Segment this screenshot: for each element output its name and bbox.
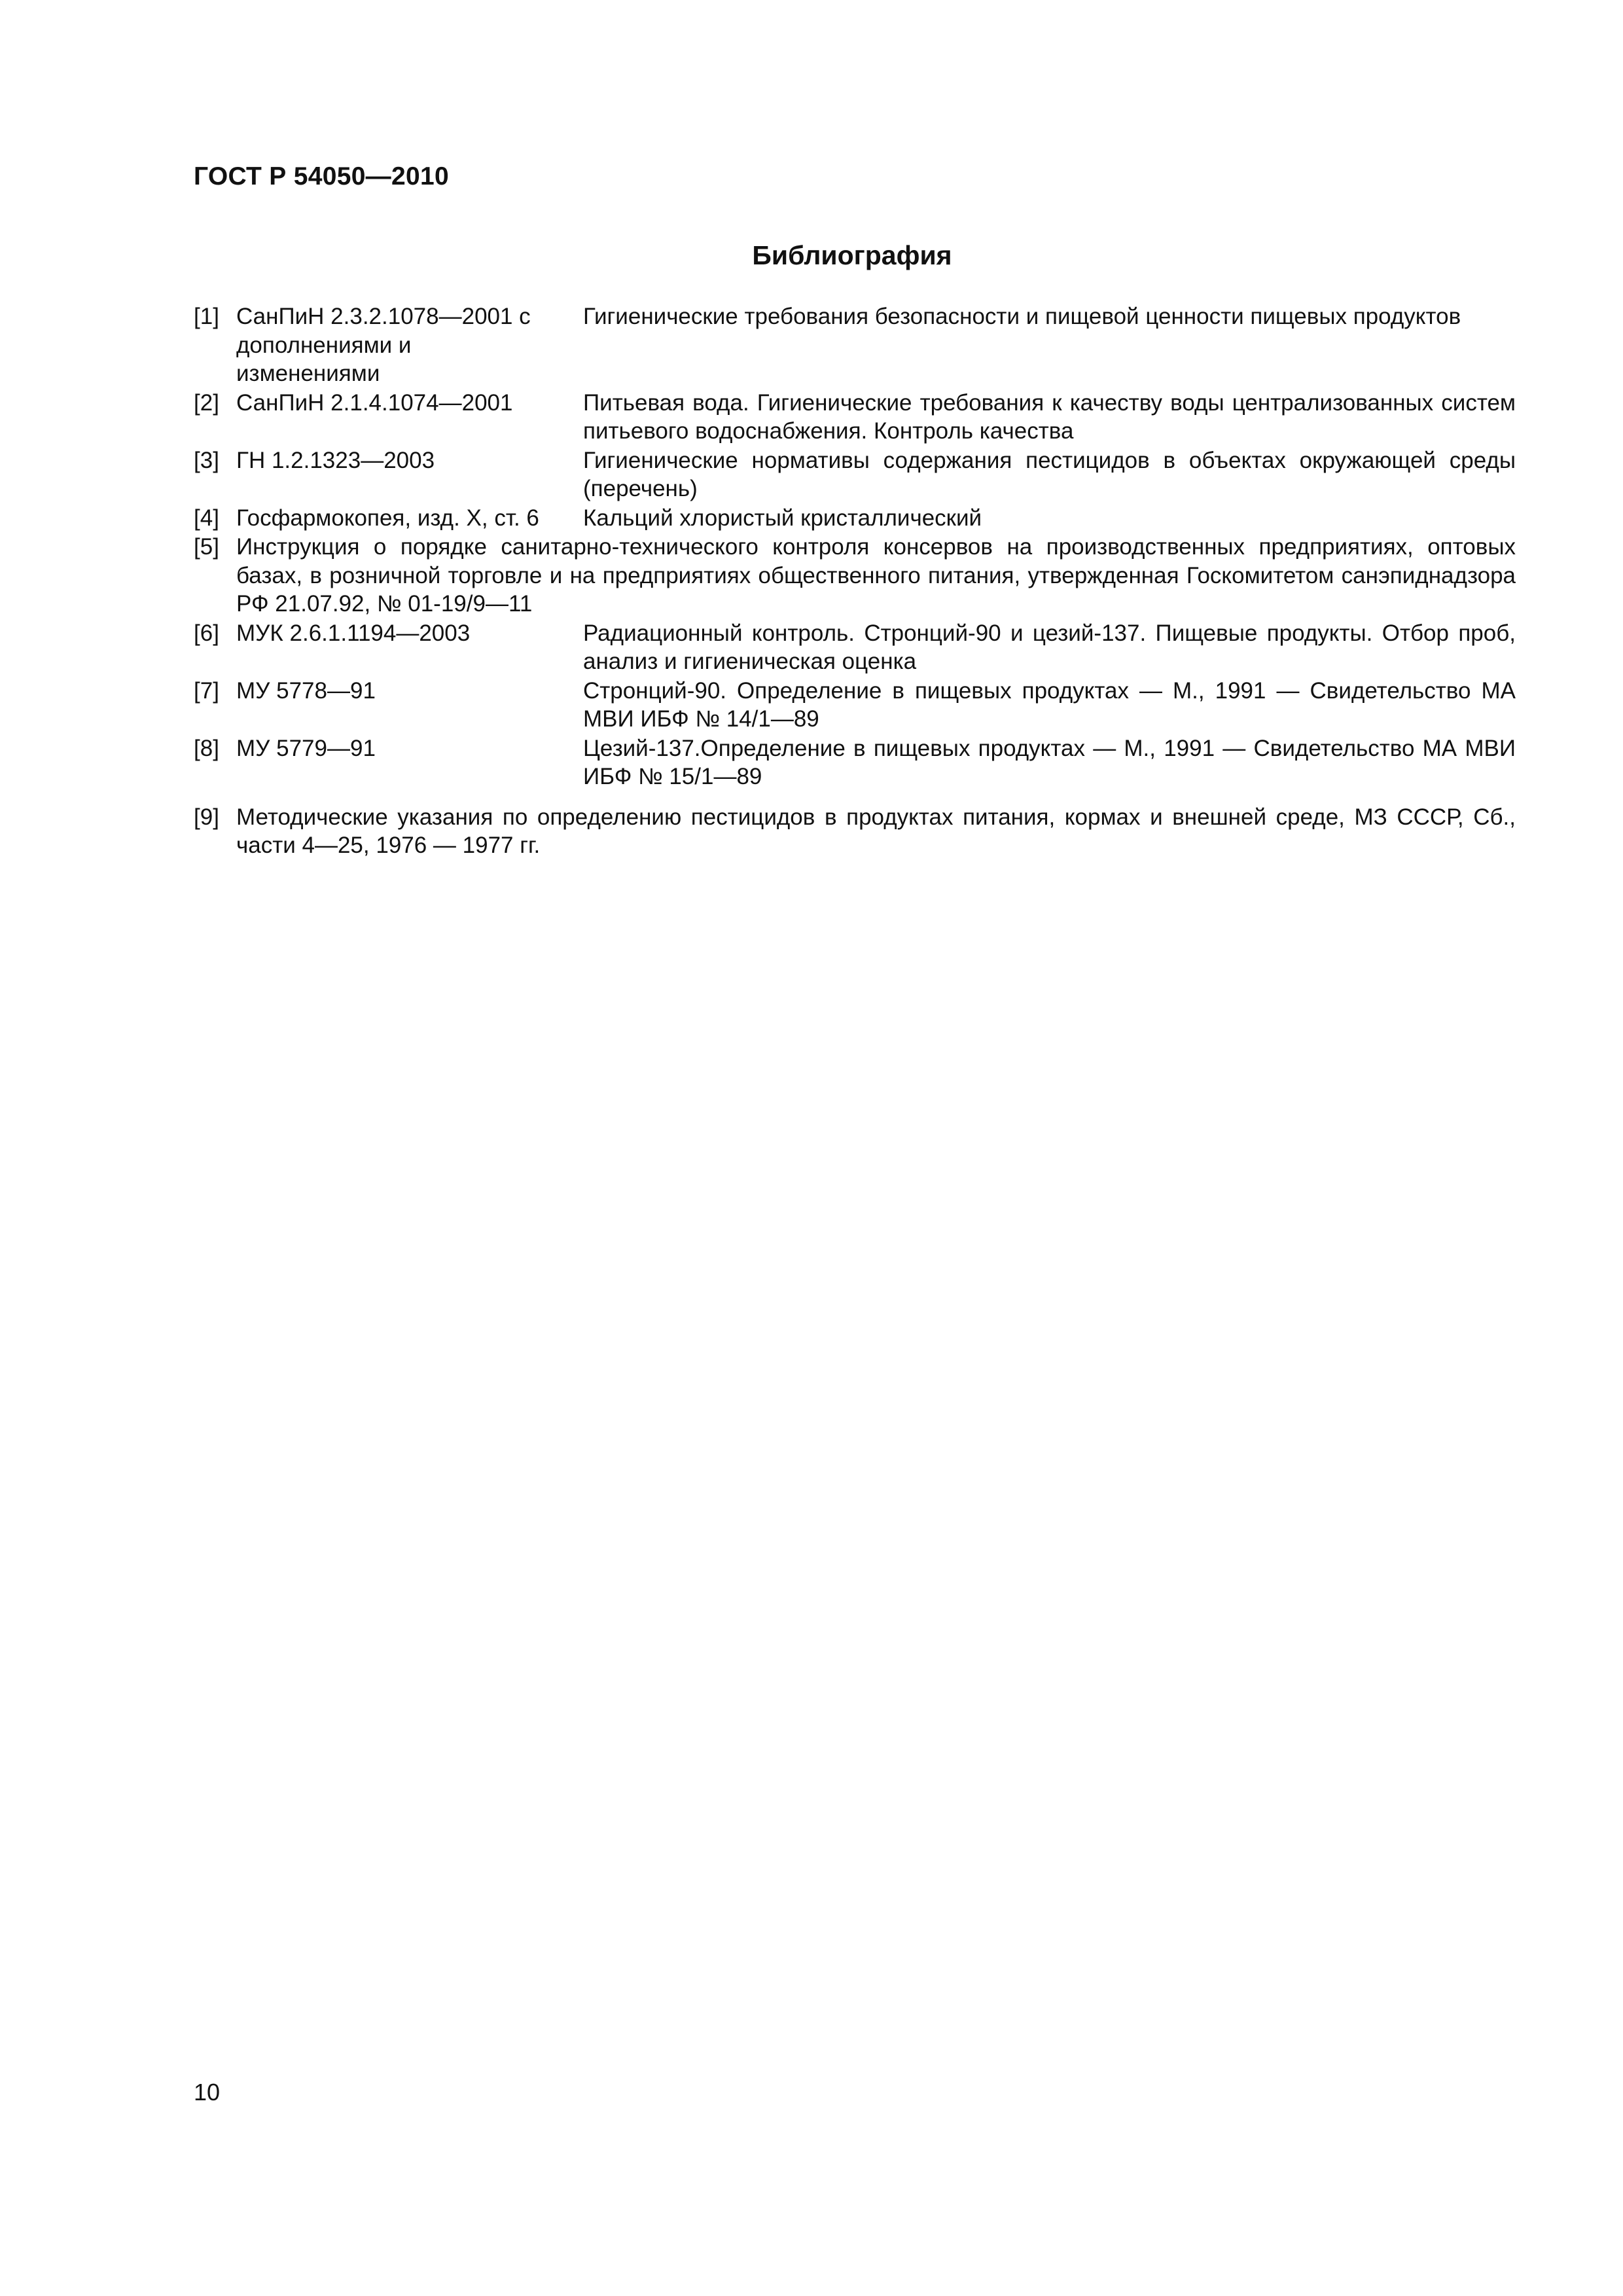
bib-entry-8: [194, 734, 1516, 791]
bib-source: Госфармокопея, изд. X, ст. 6: [236, 505, 539, 531]
bib-source: СанПиН 2.3.2.1078—2001 с дополнениями и изменениями: [236, 304, 531, 386]
bib-entry-6: [194, 619, 1516, 676]
bib-entry-1: [194, 302, 1516, 388]
bib-text: Методические указания по определению пестицидов в продуктах питания, кормах и внешней среде, МЗ СССР, Сб., части 4—25, 1976 — 1977 гг.: [236, 804, 1516, 858]
bibliography-list: [194, 302, 1516, 861]
section-title: Библиография: [752, 240, 952, 270]
bib-description: Питьевая вода. Гигиенические требования к качеству воды централизованных систем питьевого водоснабжения. Контроль качества: [583, 389, 1516, 444]
bib-description: Цезий-137.Определение в пищевых продуктах — М., 1991 — Свидетельство МА МВИ ИБФ № 15/1—89: [583, 735, 1516, 789]
bib-source: МУ 5779—91: [236, 735, 376, 761]
bib-entry-7: [194, 677, 1516, 734]
bib-number: [2]: [194, 389, 219, 416]
bib-number: [6]: [194, 620, 219, 646]
bib-description: Радиационный контроль. Стронций-90 и цезий-137. Пищевые продукты. Отбор проб, анализ и гигиеническая оценка: [583, 620, 1516, 674]
bib-number: [4]: [194, 505, 219, 531]
bib-text: Инструкция о порядке санитарно-технического контроля консервов на производственных предприятиях, оптовых базах, в розничной торговле и на предприятиях общественного питания, утвержденная Госкомитетом санэпиднадзора РФ 21.07.92, № 01-19/9—11: [236, 534, 1516, 617]
bib-source: СанПиН 2.1.4.1074—2001: [236, 389, 513, 416]
bib-description: Гигиенические нормативы содержания пестицидов в объектах окружающей среды (перечень): [583, 447, 1516, 501]
bib-entry-5: [194, 533, 1516, 619]
bib-number: [9]: [194, 804, 219, 830]
bib-number: [3]: [194, 447, 219, 473]
page-number: 10: [194, 2079, 221, 2106]
bib-description: Стронций-90. Определение в пищевых продуктах — М., 1991 — Свидетельство МА МВИ ИБФ № 14/1—89: [583, 677, 1516, 732]
bib-number: [8]: [194, 735, 219, 761]
bib-number: [5]: [194, 534, 219, 560]
bib-number: [1]: [194, 304, 219, 329]
bib-source: МУ 5778—91: [236, 677, 376, 704]
bib-entry-9: [194, 803, 1516, 860]
bib-source: ГН 1.2.1323—2003: [236, 447, 435, 473]
bib-number: [7]: [194, 677, 219, 704]
bib-entry-4: [194, 504, 1516, 533]
bib-entry-3: [194, 446, 1516, 503]
bib-description: Кальций хлористый кристаллический: [583, 505, 982, 531]
bib-description: Гигиенические требования безопасности и пищевой ценности пищевых продуктов: [583, 304, 1461, 329]
bib-entry-2: [194, 389, 1516, 446]
standard-code: ГОСТ Р 54050—2010: [194, 162, 449, 190]
bib-source: МУК 2.6.1.1194—2003: [236, 620, 471, 646]
